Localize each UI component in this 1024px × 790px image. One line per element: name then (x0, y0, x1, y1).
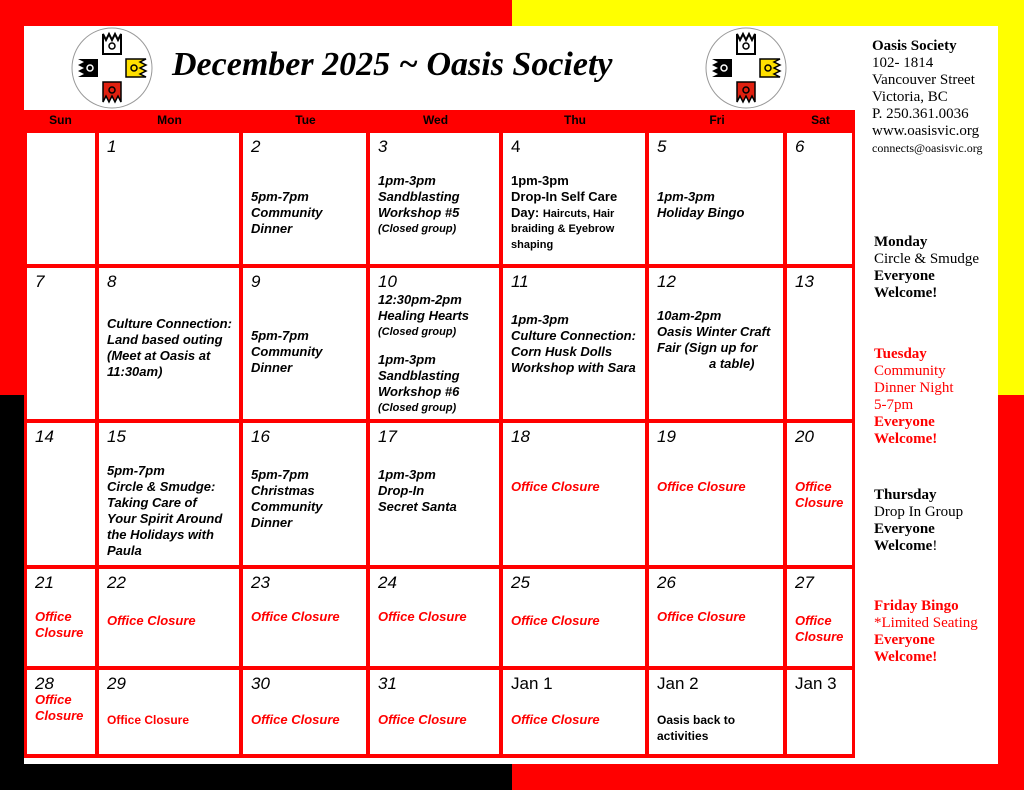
schedule-day: Monday (874, 234, 928, 250)
weekday-mon: Mon (157, 113, 182, 127)
office-closure-label: Office (795, 613, 832, 628)
day-cell-2 (243, 133, 366, 264)
event-time: 1pm-3pm (511, 173, 569, 188)
event-title: Circle & Smudge: (107, 479, 216, 494)
schedule-day: Thursday (874, 487, 937, 503)
welcome-line-1: Everyone (874, 632, 935, 648)
event-title: Oasis Winter Craft (657, 324, 771, 339)
day-cell-25 (503, 569, 645, 666)
event-title-2: Taking Care of (107, 495, 197, 510)
day-cell-26 (649, 569, 783, 666)
event-time: 12:30pm-2pm (378, 292, 462, 307)
event-time: 5pm-7pm (251, 328, 309, 343)
event-note-2: 11:30am) (107, 364, 163, 379)
office-closure-label: Office Closure (251, 609, 340, 624)
welcome-line-1: Everyone (874, 414, 935, 430)
office-closure-label: Office Closure (251, 712, 340, 727)
day-number: 30 (251, 674, 270, 693)
day-number: 26 (657, 573, 676, 592)
day-number: 24 (378, 573, 397, 592)
day-cell-jan-1 (503, 670, 645, 754)
day-cell-31 (370, 670, 499, 754)
event-title-3: a table) (709, 356, 755, 371)
day-cell-14 (27, 423, 95, 565)
day-number: 9 (251, 272, 261, 291)
welcome-line-2: Welcome! (874, 649, 938, 665)
event-title: Christmas (251, 483, 315, 498)
day-number: 15 (107, 427, 126, 446)
day-cell-10 (370, 268, 499, 419)
event-title: Oasis back to (657, 713, 736, 727)
day-number: 31 (378, 674, 397, 693)
schedule-monday (874, 234, 1022, 302)
day-cell-17 (370, 423, 499, 565)
event-detail: Haircuts, Hair (542, 208, 615, 220)
event-title-4: the Holidays with (107, 527, 214, 542)
day-number: 2 (251, 137, 261, 156)
schedule-desc-2: Dinner Night (874, 380, 954, 396)
event-title-2 (511, 205, 641, 222)
schedule-friday (874, 598, 1022, 666)
day-number: 21 (35, 573, 54, 592)
day-cell-jan-2 (649, 670, 783, 754)
day-number: 7 (35, 272, 45, 291)
event-title: Holiday Bingo (657, 205, 745, 220)
event-detail-3: shaping (511, 239, 554, 251)
event-title-4: Workshop #6 (378, 384, 460, 399)
welcome-word: Welcome (874, 538, 933, 554)
office-closure-label: Office (35, 609, 72, 624)
day-number: Jan 3 (795, 674, 837, 693)
event-title-2: Secret Santa (378, 499, 457, 514)
event-time: 5pm-7pm (251, 189, 309, 204)
event-title-5: Paula (107, 543, 142, 558)
day-cell-9 (243, 268, 366, 419)
day-number: 17 (378, 427, 397, 446)
event-note: (Meet at Oasis at (107, 348, 211, 363)
day-cell-11 (503, 268, 645, 419)
four-hands-logo-icon-right (704, 26, 788, 110)
day-cell-15 (99, 423, 239, 565)
event-title: Healing Hearts (378, 308, 470, 323)
day-cell-5 (649, 133, 783, 264)
event-title-2: Community (251, 499, 323, 514)
day-cell-16 (243, 423, 366, 565)
event-time: 1pm-3pm (378, 173, 436, 188)
event-title-2: Dinner (251, 221, 293, 236)
day-number: 18 (511, 427, 530, 446)
day-number: 16 (251, 427, 270, 446)
office-closure-label: Office Closure (107, 713, 190, 727)
schedule-desc-1: Community (874, 363, 946, 379)
event-title: Sandblasting (378, 189, 460, 204)
weekday-sat: Sat (811, 113, 830, 127)
day-number: 20 (795, 427, 814, 446)
event-title-3: Sandblasting (378, 368, 460, 383)
event-title-3: Workshop with Sara (511, 360, 636, 375)
welcome-line-1: Everyone (874, 268, 935, 284)
day-cell-empty (27, 133, 95, 264)
schedule-tuesday (874, 346, 1022, 448)
event-title: Culture Connection: (511, 328, 636, 343)
header (24, 26, 864, 110)
schedule-desc-3: 5-7pm (874, 397, 914, 413)
event-title: Culture Connection: (107, 316, 232, 331)
day-number: 23 (251, 573, 270, 592)
event-detail-2: braiding & Eyebrow (511, 223, 615, 235)
address-line-2: Vancouver Street (872, 72, 975, 88)
welcome-punct: ! (932, 538, 938, 554)
day-number: 3 (378, 137, 388, 156)
address-line-1: 102- 1814 (872, 55, 934, 71)
event-title-3: Your Spirit Around (107, 511, 223, 526)
day-number: 11 (511, 272, 529, 291)
office-closure-label-2: Closure (35, 625, 84, 640)
org-name: Oasis Society (872, 38, 957, 54)
office-closure-label: Office Closure (657, 479, 746, 494)
day-cell-29 (99, 670, 239, 754)
day-number: Jan 2 (657, 674, 699, 693)
office-closure-label-2: Closure (795, 629, 844, 644)
event-note: (Closed group) (378, 326, 457, 338)
office-closure-label: Office (35, 692, 72, 707)
day-cell-13 (787, 268, 852, 419)
day-cell-21 (27, 569, 95, 666)
day-number: 5 (657, 137, 667, 156)
office-closure-label: Office (795, 479, 832, 494)
day-cell-22 (99, 569, 239, 666)
day-cell-1 (99, 133, 239, 264)
four-hands-logo-icon (70, 26, 154, 110)
office-closure-label: Office Closure (511, 479, 600, 494)
event-time: 1pm-3pm (657, 189, 715, 204)
day-cell-30 (243, 670, 366, 754)
day-cell-3 (370, 133, 499, 264)
day-cell-4 (503, 133, 645, 264)
calendar-page (24, 26, 998, 764)
event-time-2: 1pm-3pm (378, 352, 436, 367)
day-number: 19 (657, 427, 676, 446)
weekday-thu: Thu (564, 113, 586, 127)
day-cell-7 (27, 268, 95, 419)
day-cell-12 (649, 268, 783, 419)
schedule-day: Tuesday (874, 346, 927, 362)
event-title: Drop-In (378, 483, 425, 498)
weekday-wed: Wed (422, 113, 449, 127)
weekday-tue: Tue (295, 113, 316, 127)
phone-number: P. 250.361.0036 (872, 106, 969, 122)
day-cell-19 (649, 423, 783, 565)
welcome-line-2 (874, 538, 1022, 555)
schedule-desc: *Limited Seating (874, 615, 978, 631)
event-time: 1pm-3pm (511, 312, 569, 327)
day-number: 25 (511, 573, 530, 592)
day-number: 28 (35, 674, 54, 693)
day-number: 12 (657, 272, 676, 291)
event-time: 10am-2pm (657, 308, 722, 323)
event-time: 1pm-3pm (378, 467, 436, 482)
website-link[interactable]: www.oasisvic.org (872, 123, 980, 139)
day-cell-jan-3 (787, 670, 852, 754)
event-title-2: Dinner (251, 360, 293, 375)
day-number: Jan 1 (511, 674, 553, 693)
schedule-desc: Drop In Group (874, 504, 964, 520)
day-cell-27 (787, 569, 852, 666)
day-cell-20 (787, 423, 852, 565)
office-closure-label: Office Closure (511, 712, 600, 727)
event-time: 5pm-7pm (251, 467, 309, 482)
event-note: (Closed group) (378, 223, 457, 235)
welcome-line-2: Welcome! (874, 285, 938, 301)
welcome-line-2: Welcome! (874, 431, 938, 447)
event-time: 5pm-7pm (107, 463, 165, 478)
event-title-2: Fair (Sign up for (657, 340, 758, 355)
office-closure-label: Office Closure (657, 609, 746, 624)
day-cell-6 (787, 133, 852, 264)
day-number: 13 (795, 272, 814, 291)
day-cell-18 (503, 423, 645, 565)
schedule-desc: Circle & Smudge (874, 251, 979, 267)
event-title-2: Workshop #5 (378, 205, 460, 220)
address-line-3: Victoria, BC (872, 89, 948, 105)
contact-info (872, 38, 1022, 157)
page-title: December 2025 ~ Oasis Society (172, 46, 613, 83)
day-number: 22 (107, 573, 126, 592)
event-title: Community (251, 205, 323, 220)
schedule-day: Friday Bingo (874, 598, 959, 614)
event-title: Drop-In Self Care (511, 189, 618, 204)
event-title-2: Land based outing (107, 332, 223, 347)
event-title-3: Dinner (251, 515, 293, 530)
office-closure-label: Office Closure (511, 613, 600, 628)
office-closure-label-2: Closure (795, 495, 844, 510)
day-number: 10 (378, 272, 397, 291)
day-cell-24 (370, 569, 499, 666)
calendar-grid (24, 110, 855, 758)
event-note-2: (Closed group) (378, 402, 457, 414)
schedule-thursday (874, 487, 1022, 555)
email-link[interactable]: connects@oasisvic.org (872, 141, 983, 155)
office-closure-label: Office Closure (107, 613, 196, 628)
weekday-sun: Sun (49, 113, 72, 127)
event-title-2: Corn Husk Dolls (511, 344, 613, 359)
event-title: Community (251, 344, 323, 359)
weekday-fri: Fri (709, 113, 725, 127)
day-number: 8 (107, 272, 117, 291)
welcome-line-1: Everyone (874, 521, 935, 537)
day-number: 14 (35, 427, 54, 446)
day-cell-23 (243, 569, 366, 666)
day-number: 29 (107, 674, 126, 693)
office-closure-label: Office Closure (378, 609, 467, 624)
day-number: 4 (511, 137, 521, 156)
event-title-2: activities (657, 729, 709, 743)
day-number: 27 (795, 573, 814, 592)
office-closure-label: Office Closure (378, 712, 467, 727)
day-number: 1 (107, 137, 117, 156)
day-number: 6 (795, 137, 805, 156)
day-cell-8 (99, 268, 239, 419)
office-closure-label-2: Closure (35, 708, 84, 723)
event-label: Day: (511, 205, 540, 220)
day-cell-28 (27, 670, 95, 754)
